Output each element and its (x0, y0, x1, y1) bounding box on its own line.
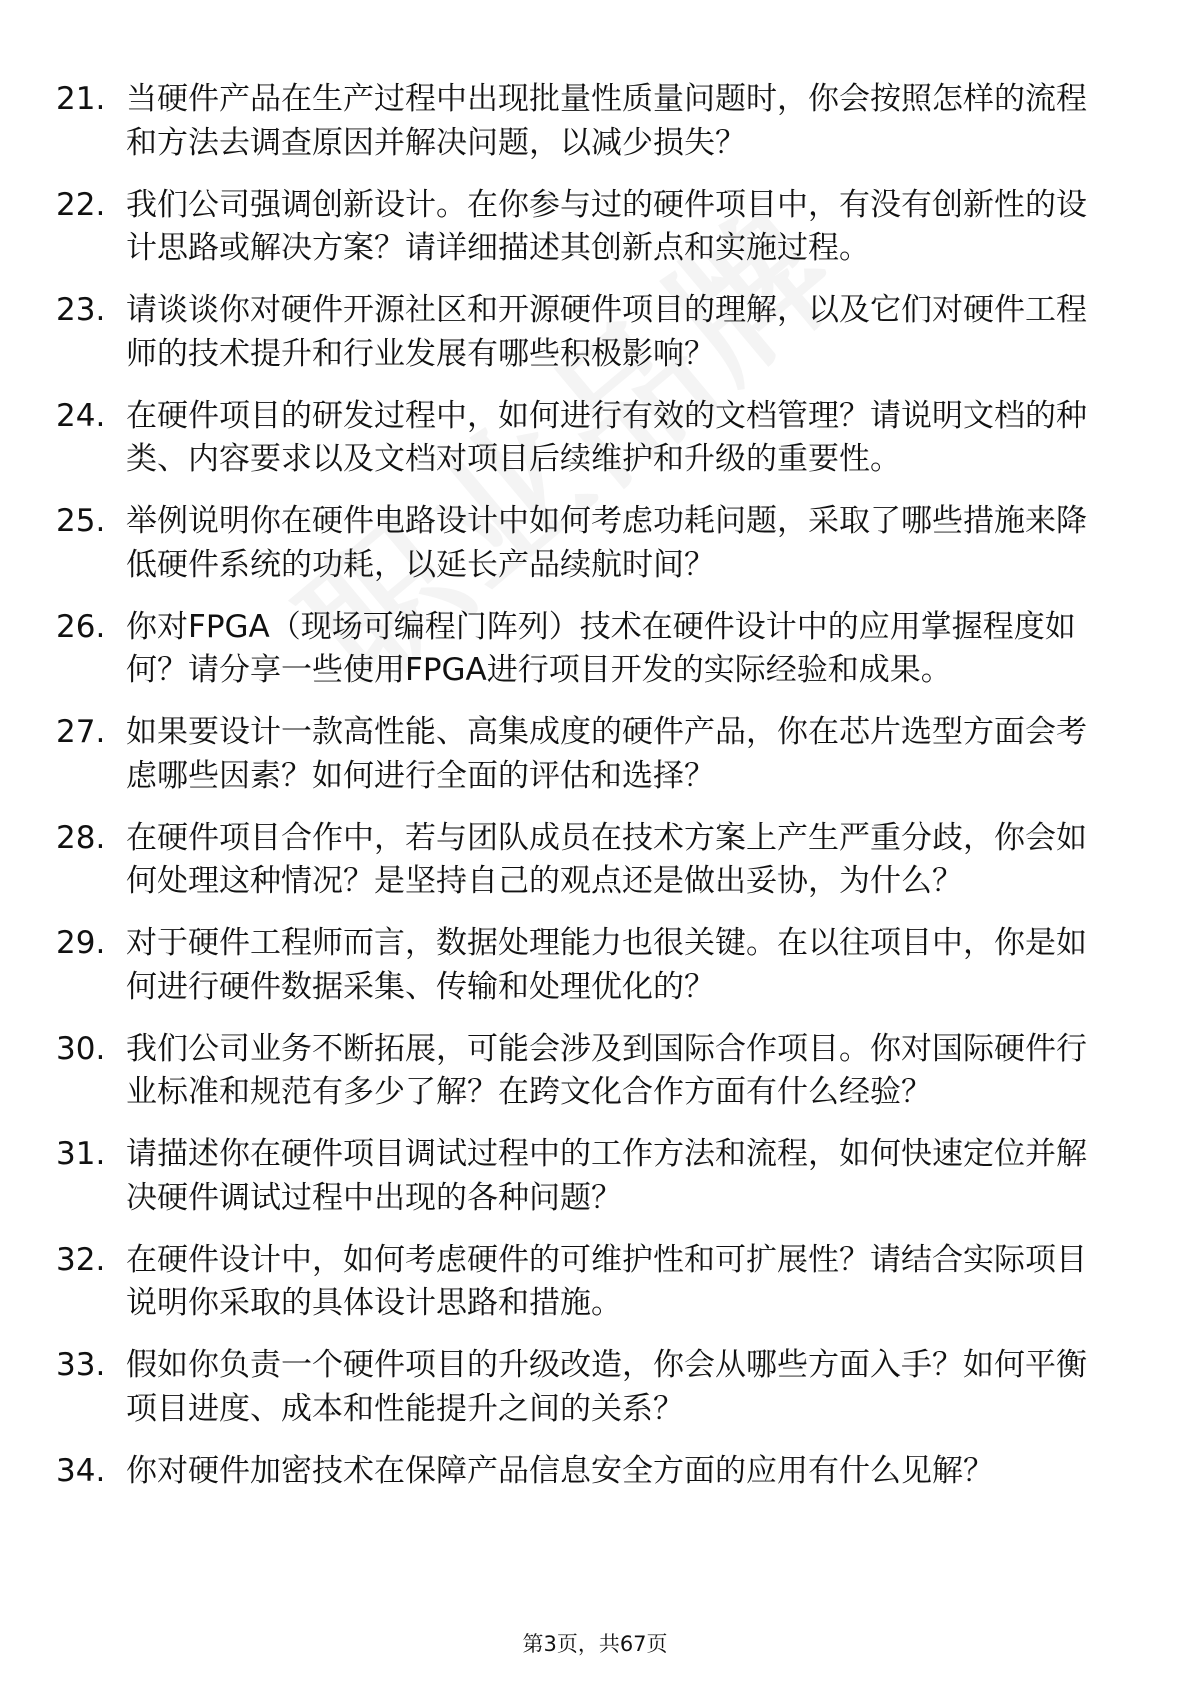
question-item (56, 606, 1116, 693)
question-item (56, 289, 1116, 376)
question-number: 34. (56, 1452, 106, 1489)
question-number: 25. (56, 503, 106, 539)
question-number: 32. (56, 1241, 106, 1278)
question-text: 如果要设计一款高性能、高集成度的硬件产品，你在芯片选型方面会考虑哪些因素？如何进行全面的评估和选择？ (126, 714, 1087, 794)
question-number: 27. (56, 714, 106, 750)
question-list (56, 78, 1116, 1512)
question-number: 28. (56, 819, 106, 856)
question-item (56, 184, 1116, 271)
question-text: 对于硬件工程师而言，数据处理能力也很关键。在以往项目中，你是如何进行硬件数据采集、传输和处理优化的？ (126, 925, 1087, 1005)
page-footer: 第3页，共67页 (522, 1632, 668, 1656)
question-item (56, 922, 1116, 1009)
question-text: 在硬件项目的研发过程中，如何进行有效的文档管理？请说明文档的种类、内容要求以及文档对项目后续维护和升级的重要性。 (126, 397, 1087, 477)
question-text: 在硬件项目合作中，若与团队成员在技术方案上产生严重分歧，你会如何处理这种情况？是坚持自己的观点还是做出妥协，为什么？ (126, 819, 1087, 899)
question-text: 在硬件设计中，如何考虑硬件的可维护性和可扩展性？请结合实际项目说明你采取的具体设计思路和措施。 (126, 1241, 1087, 1321)
question-number: 33. (56, 1347, 106, 1383)
question-item (56, 1028, 1116, 1115)
question-number: 23. (56, 292, 106, 328)
question-text: 举例说明你在硬件电路设计中如何考虑功耗问题，采取了哪些措施来降低硬件系统的功耗，以延长产品续航时间？ (126, 503, 1087, 583)
question-text: 我们公司强调创新设计。在你参与过的硬件项目中，有没有创新性的设计思路或解决方案？请详细描述其创新点和实施过程。 (126, 186, 1087, 266)
question-text: 你对FPGA（现场可编程门阵列）技术在硬件设计中的应用掌握程度如何？请分享一些使用FPGA进行项目开发的实际经验和成果。 (126, 608, 1076, 688)
question-number: 26. (56, 608, 106, 645)
question-item (56, 1344, 1116, 1431)
question-item (56, 1133, 1116, 1220)
question-item (56, 395, 1116, 482)
question-text: 当硬件产品在生产过程中出现批量性质量问题时，你会按照怎样的流程和方法去调查原因并解决问题，以减少损失？ (126, 81, 1087, 161)
question-item (56, 500, 1116, 587)
question-item (56, 1239, 1116, 1326)
question-number: 21. (56, 81, 106, 117)
question-item (56, 711, 1116, 798)
question-number: 30. (56, 1030, 106, 1067)
question-text: 我们公司业务不断拓展，可能会涉及到国际合作项目。你对国际硬件行业标准和规范有多少了解？在跨文化合作方面有什么经验？ (126, 1030, 1087, 1110)
question-number: 22. (56, 186, 106, 223)
question-number: 31. (56, 1136, 106, 1172)
question-number: 24. (56, 397, 106, 434)
question-item (56, 78, 1116, 165)
question-number: 29. (56, 925, 106, 961)
question-text: 假如你负责一个硬件项目的升级改造，你会从哪些方面入手？如何平衡项目进度、成本和性能提升之间的关系？ (126, 1347, 1087, 1427)
question-text: 请谈谈你对硬件开源社区和开源硬件项目的理解，以及它们对硬件工程师的技术提升和行业发展有哪些积极影响？ (126, 292, 1087, 372)
question-text: 你对硬件加密技术在保障产品信息安全方面的应用有什么见解？ (126, 1452, 994, 1489)
question-text: 请描述你在硬件项目调试过程中的工作方法和流程，如何快速定位并解决硬件调试过程中出现的各种问题？ (126, 1136, 1087, 1216)
question-item (56, 817, 1116, 904)
question-item (56, 1450, 1116, 1494)
